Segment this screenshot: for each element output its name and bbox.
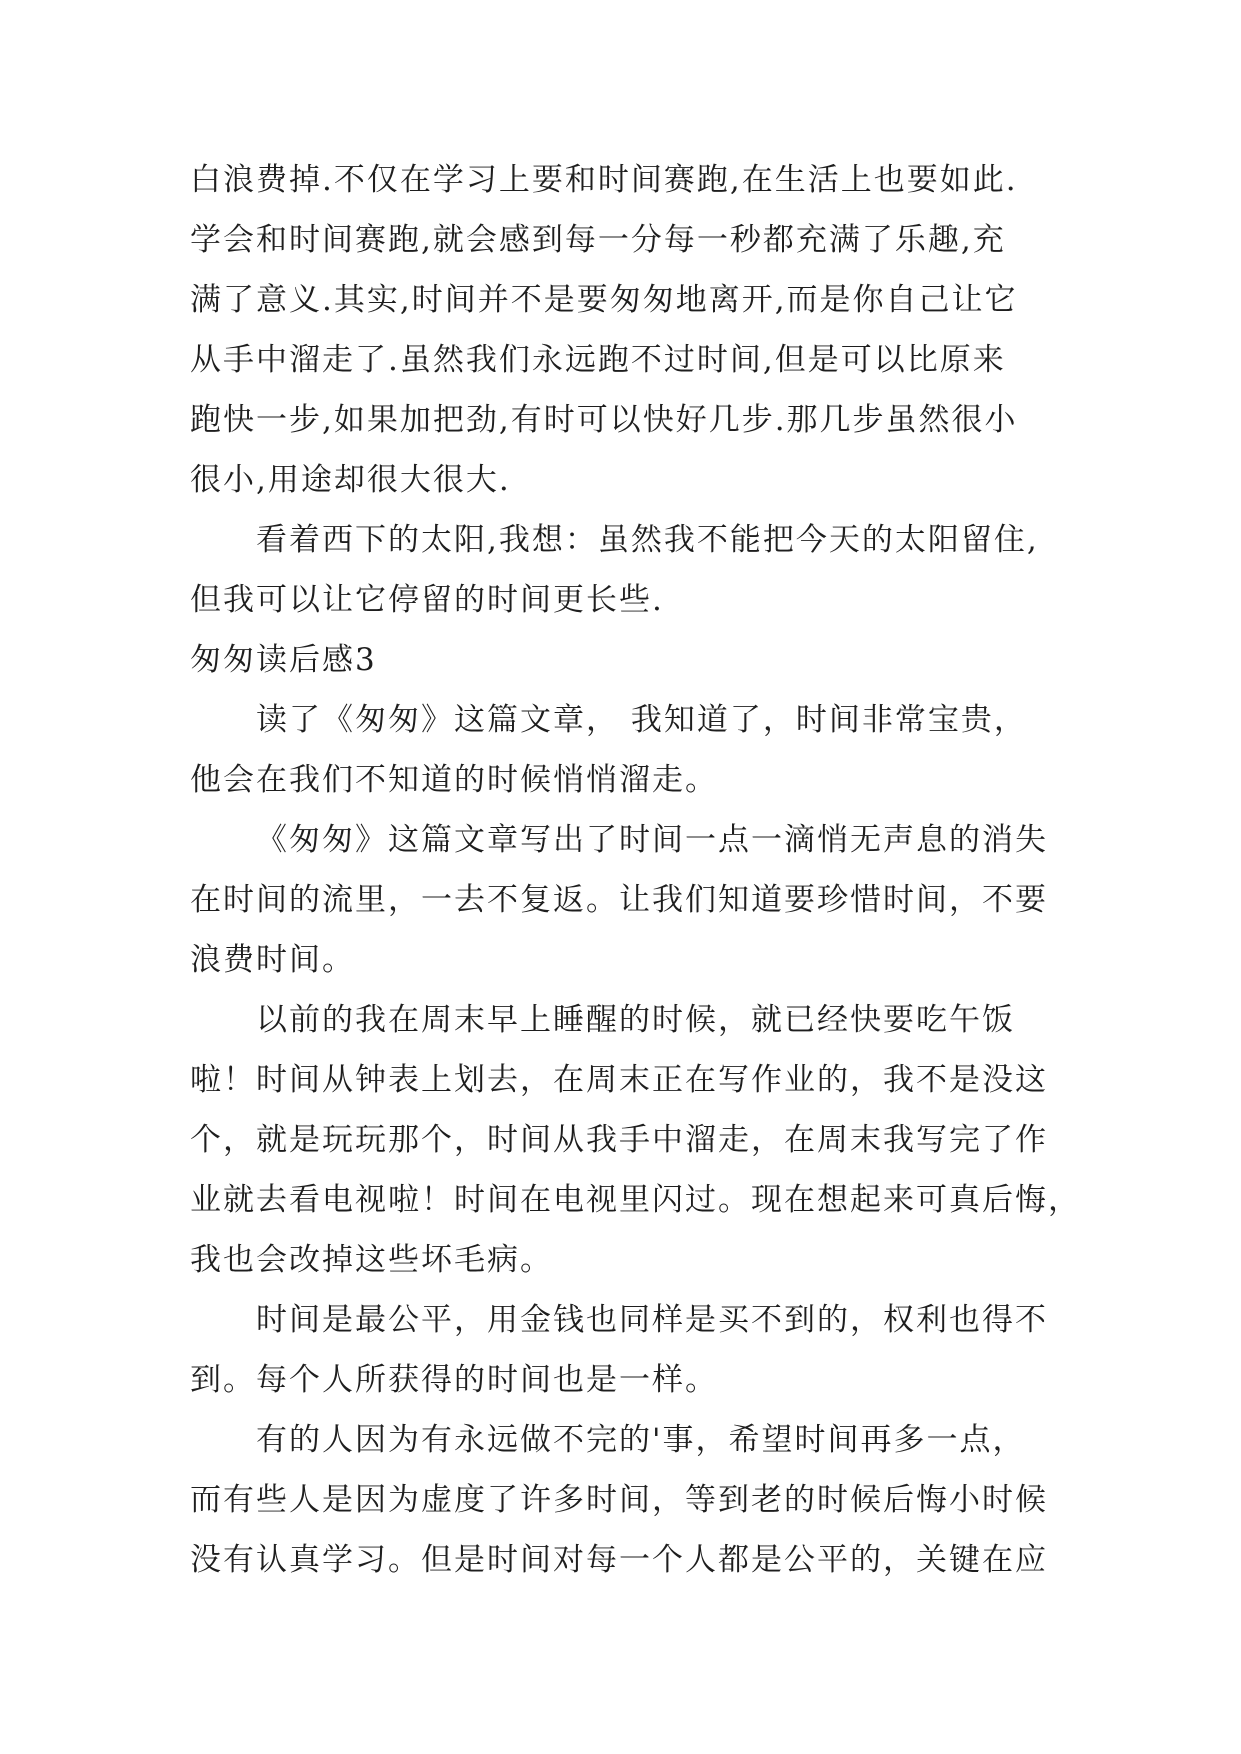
text-line: 业就去看电视啦！时间在电视里闪过。现在想起来可真后悔，	[190, 1182, 1081, 1218]
text-line: 很小,用途却很大很大.	[190, 462, 511, 498]
text-line: 学会和时间赛跑,就会感到每一分每一秒都充满了乐趣,充	[190, 222, 1006, 258]
paragraph-intro	[190, 690, 1060, 810]
text-line: 《匆匆》这篇文章写出了时间一点一滴悄无声息的消失	[256, 822, 1048, 858]
section-title: 匆匆读后感3	[190, 642, 377, 678]
paragraph-article	[190, 810, 1060, 990]
text-line: 他会在我们不知道的时候悄悄溜走。	[190, 762, 718, 798]
document-body	[190, 150, 1081, 1590]
text-line: 个，就是玩玩那个，时间从我手中溜走，在周末我写完了作	[190, 1122, 1048, 1158]
text-line: 但我可以让它停留的时间更长些.	[190, 582, 664, 618]
paragraph-fairness	[190, 1290, 1060, 1410]
text-line: 看着西下的太阳,我想：虽然我不能把今天的太阳留住,	[256, 522, 1039, 558]
text-line: 浪费时间。	[190, 942, 355, 978]
text-line: 在时间的流里，一去不复返。让我们知道要珍惜时间，不要	[190, 882, 1048, 918]
text-line: 到。每个人所获得的时间也是一样。	[190, 1362, 718, 1398]
text-line: 没有认真学习。但是时间对每一个人都是公平的，关键在应	[190, 1542, 1048, 1578]
text-line: 啦！时间从钟表上划去，在周末正在写作业的，我不是没这	[190, 1062, 1048, 1098]
text-line: 有的人因为有永远做不完的'事，希望时间再多一点，	[256, 1422, 1026, 1458]
text-line: 满了意义.其实,时间并不是要匆匆地离开,而是你自己让它	[190, 282, 1018, 318]
text-line: 白浪费掉.不仅在学习上要和时间赛跑,在生活上也要如此.	[190, 162, 1018, 198]
text-line: 时间是最公平，用金钱也同样是买不到的，权利也得不	[256, 1302, 1048, 1338]
text-line: 跑快一步,如果加把劲,有时可以快好几步.那几步虽然很小	[190, 402, 1018, 438]
paragraph-continuation	[190, 150, 1060, 510]
text-line: 读了《匆匆》这篇文章， 我知道了，时间非常宝贵，	[256, 702, 1027, 738]
section-heading	[190, 630, 1060, 690]
paragraph-sunset	[190, 510, 1060, 630]
paragraph-regret	[190, 1410, 1060, 1590]
text-line: 从手中溜走了.虽然我们永远跑不过时间,但是可以比原来	[190, 342, 1006, 378]
paragraph-weekend	[190, 990, 1081, 1290]
text-line: 我也会改掉这些坏毛病。	[190, 1242, 553, 1278]
text-line: 以前的我在周末早上睡醒的时候，就已经快要吃午饭	[256, 1002, 1015, 1038]
text-line: 而有些人是因为虚度了许多时间，等到老的时候后悔小时候	[190, 1482, 1048, 1518]
